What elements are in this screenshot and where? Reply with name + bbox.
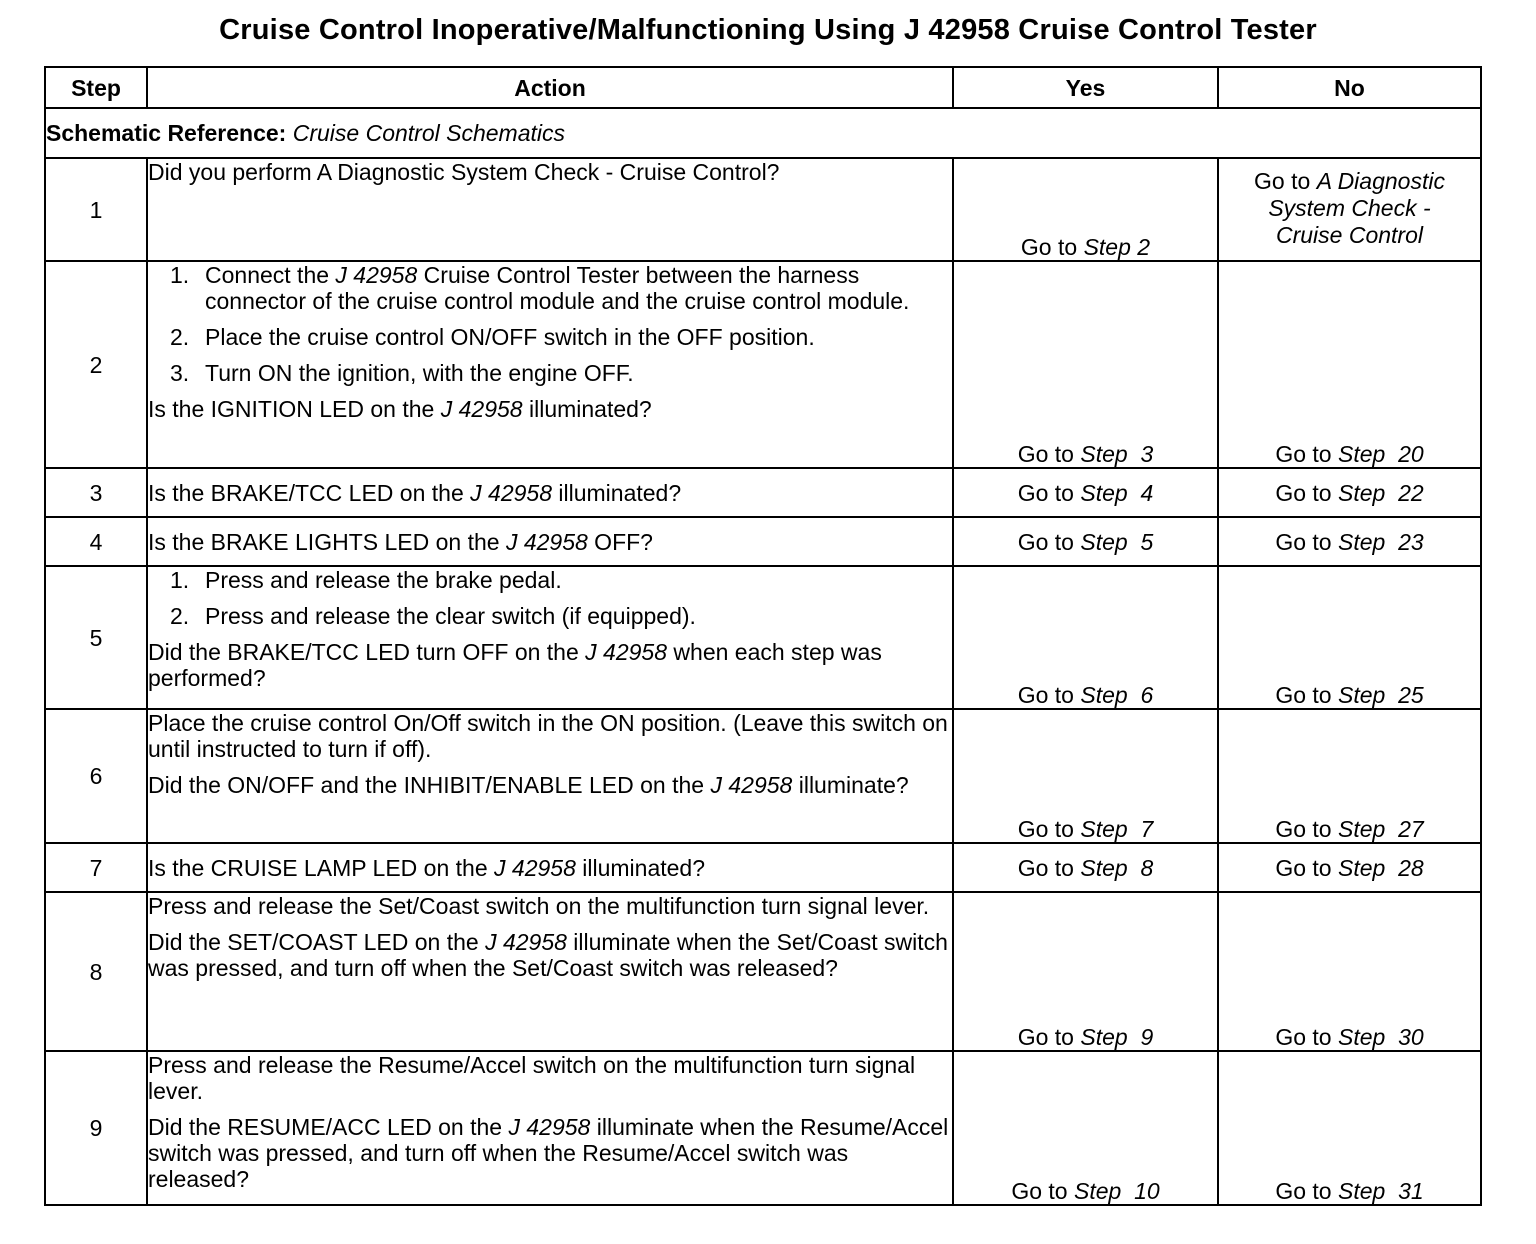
action-cell <box>147 261 953 468</box>
question-text: Is the BRAKE LIGHTS LED on the <box>148 528 506 555</box>
yes-prefix: Go to <box>1017 441 1081 467</box>
no-step-link[interactable]: Step 27 <box>1337 816 1424 842</box>
step-number: 6 <box>45 709 147 843</box>
no-prefix: Go to <box>1275 682 1338 708</box>
question-text: Did the RESUME/ACC LED on the <box>148 1114 509 1140</box>
action-steps <box>148 567 952 629</box>
action-question <box>148 772 952 798</box>
schematic-reference-link[interactable]: Cruise Control Schematics <box>292 120 565 146</box>
table-row <box>45 709 1481 843</box>
yes-prefix: Go to <box>1011 1178 1074 1204</box>
yes-cell <box>953 566 1218 709</box>
list-text: Press and release the brake pedal. <box>205 567 562 593</box>
list-text: Turn ON the ignition, with the engine OFF. <box>205 360 634 386</box>
question-text: Is the BRAKE/TCC LED on the <box>148 479 471 506</box>
yes-step-link[interactable]: Step 3 <box>1080 441 1154 467</box>
yes-cell <box>953 468 1218 517</box>
yes-step-link[interactable]: Step 4 <box>1080 479 1154 506</box>
yes-step-link[interactable]: Step 8 <box>1080 854 1154 881</box>
yes-step-link[interactable]: Step 2 <box>1083 234 1151 260</box>
yes-prefix: Go to <box>1017 1024 1081 1050</box>
no-cell <box>1218 892 1481 1051</box>
header-step: Step <box>45 67 147 108</box>
no-step-link[interactable]: Step 30 <box>1337 1024 1424 1050</box>
no-prefix: Go to <box>1275 854 1338 881</box>
step-number: 4 <box>45 517 147 566</box>
tool-ref: J 42958 <box>710 772 793 798</box>
no-cell <box>1218 843 1481 892</box>
yes-cell <box>953 158 1218 261</box>
no-prefix: Go to <box>1275 528 1338 555</box>
no-cell <box>1218 709 1481 843</box>
question-text: illuminated? <box>552 479 682 506</box>
list-number: 1. <box>170 567 190 593</box>
no-prefix: Go to <box>1275 1178 1338 1204</box>
yes-cell <box>953 1051 1218 1205</box>
yes-step-link[interactable]: Step 5 <box>1080 528 1154 555</box>
tool-ref: J 42958 <box>508 1114 591 1140</box>
question-text: illuminate when the Resume/Accel switch was pressed, and turn off when the Resume/Accel switch was released? <box>148 1114 949 1192</box>
action-cell <box>147 566 953 709</box>
no-cell <box>1218 517 1481 566</box>
list-number: 2. <box>170 603 190 629</box>
action-cell <box>147 158 953 261</box>
page-title: Cruise Control Inoperative/Malfunctioning Using J 42958 Cruise Control Tester <box>219 14 1317 46</box>
action-instruction: Press and release the Resume/Accel switch on the multifunction turn signal lever. <box>148 1052 916 1104</box>
yes-prefix: Go to <box>1020 234 1084 260</box>
step-number: 9 <box>45 1051 147 1205</box>
no-cell <box>1218 468 1481 517</box>
yes-prefix: Go to <box>1017 816 1081 842</box>
no-cell <box>1218 566 1481 709</box>
tool-ref: J 42958 <box>335 262 418 288</box>
schematic-reference-label: Schematic Reference: <box>46 120 287 146</box>
step-number: 7 <box>45 843 147 892</box>
no-prefix: Go to <box>1275 1024 1338 1050</box>
header-yes: Yes <box>953 67 1218 108</box>
list-item <box>148 360 952 386</box>
question-text: Did the ON/OFF and the INHIBIT/ENABLE LED on the <box>148 772 711 798</box>
no-step-link[interactable]: Step 23 <box>1337 528 1424 555</box>
list-text: Cruise Control Tester between the harness connector of the cruise control module and the cruise control module. <box>205 262 910 314</box>
action-cell <box>147 892 953 1051</box>
no-prefix: Go to <box>1275 479 1338 506</box>
no-step-link[interactable]: Step 31 <box>1337 1178 1424 1204</box>
list-number: 1. <box>170 262 190 288</box>
table-row <box>45 468 1481 517</box>
table-row <box>45 1051 1481 1205</box>
action-question: Did you perform A Diagnostic System Check - Cruise Control? <box>148 159 780 185</box>
header-no: No <box>1218 67 1481 108</box>
no-cell <box>1218 1051 1481 1205</box>
no-step-link[interactable]: Step 20 <box>1337 441 1424 467</box>
header-row <box>45 67 1481 108</box>
no-procedure-link[interactable]: A Diagnostic System Check - Cruise Control <box>1268 168 1445 248</box>
list-text: Place the cruise control ON/OFF switch in the OFF position. <box>205 324 815 350</box>
yes-step-link[interactable]: Step 10 <box>1073 1178 1160 1204</box>
yes-step-link[interactable]: Step 9 <box>1080 1024 1154 1050</box>
step-number: 8 <box>45 892 147 1051</box>
yes-step-link[interactable]: Step 6 <box>1080 682 1154 708</box>
action-cell <box>147 1051 953 1205</box>
question-text: illuminate? <box>792 772 909 798</box>
no-prefix: Go to <box>1254 168 1317 194</box>
no-step-link[interactable]: Step 28 <box>1337 854 1424 881</box>
list-item <box>148 324 952 350</box>
question-text: illuminate when the Set/Coast switch was pressed, and turn off when the Set/Coast switch was released? <box>148 929 948 981</box>
list-item <box>148 567 952 593</box>
question-text: OFF? <box>587 528 653 555</box>
list-text: Press and release the clear switch (if equipped). <box>205 603 696 629</box>
action-cell <box>147 843 953 892</box>
question-text: when each step was performed? <box>148 639 882 691</box>
action-question <box>148 1114 952 1192</box>
table-row <box>45 892 1481 1051</box>
yes-prefix: Go to <box>1017 682 1081 708</box>
action-instruction: Press and release the Set/Coast switch on the multifunction turn signal lever. <box>148 893 930 919</box>
no-cell <box>1218 158 1481 261</box>
no-prefix: Go to <box>1275 816 1338 842</box>
step-number: 3 <box>45 468 147 517</box>
list-text: Connect the <box>205 262 336 288</box>
list-number: 3. <box>170 360 190 386</box>
schematic-reference-row <box>45 108 1481 158</box>
yes-prefix: Go to <box>1017 528 1081 555</box>
tool-ref: J 42958 <box>440 396 523 422</box>
action-question <box>148 396 952 422</box>
action-question <box>148 639 952 691</box>
schematic-reference <box>45 108 1481 158</box>
question-text: illuminated? <box>575 854 706 881</box>
question-text: Did the BRAKE/TCC LED turn OFF on the <box>148 639 586 665</box>
action-cell <box>147 517 953 566</box>
tool-ref: J 42958 <box>494 854 576 881</box>
question-text: Is the CRUISE LAMP LED on the <box>148 854 495 881</box>
yes-cell <box>953 517 1218 566</box>
list-item <box>148 603 952 629</box>
yes-cell <box>953 843 1218 892</box>
yes-step-link[interactable]: Step 7 <box>1080 816 1154 842</box>
tool-ref: J 42958 <box>585 639 668 665</box>
table-row <box>45 517 1481 566</box>
question-text: illuminated? <box>522 396 652 422</box>
table-row <box>45 158 1481 261</box>
action-cell <box>147 468 953 517</box>
list-item <box>148 262 952 314</box>
table-row <box>45 566 1481 709</box>
header-action: Action <box>147 67 953 108</box>
tool-ref: J 42958 <box>485 929 567 955</box>
table-row <box>45 843 1481 892</box>
no-cell <box>1218 261 1481 468</box>
no-step-link[interactable]: Step 25 <box>1337 682 1424 708</box>
action-steps <box>148 262 952 386</box>
yes-cell <box>953 709 1218 843</box>
step-number: 5 <box>45 566 147 709</box>
yes-prefix: Go to <box>1017 479 1081 506</box>
no-step-link[interactable]: Step 22 <box>1337 479 1424 506</box>
no-prefix: Go to <box>1275 441 1338 467</box>
tool-ref: J 42958 <box>505 528 588 555</box>
step-number: 2 <box>45 261 147 468</box>
table-row <box>45 261 1481 468</box>
yes-cell <box>953 261 1218 468</box>
action-cell <box>147 709 953 843</box>
diagnostic-table <box>44 66 1482 1206</box>
list-number: 2. <box>170 324 190 350</box>
question-text: Did the SET/COAST LED on the <box>148 929 486 955</box>
action-question <box>148 929 952 981</box>
yes-cell <box>953 892 1218 1051</box>
question-text: Is the IGNITION LED on the <box>148 396 441 422</box>
yes-prefix: Go to <box>1017 854 1081 881</box>
step-number: 1 <box>45 158 147 261</box>
action-instruction: Place the cruise control On/Off switch in the ON position. (Leave this switch on until instructed to turn if off). <box>148 710 948 762</box>
tool-ref: J 42958 <box>470 479 552 506</box>
